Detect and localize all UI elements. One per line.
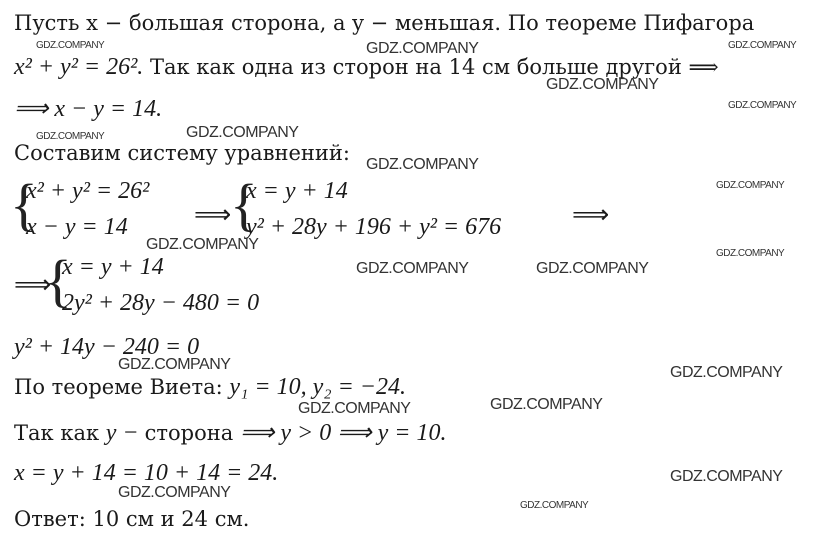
implies-arrow: ⟹: [14, 270, 52, 300]
condition-text: Так как одна из сторон на 14 см больше другой ⟹: [143, 55, 719, 79]
watermark: GDZ.COMPANY: [520, 500, 589, 511]
text-line-9: [14, 460, 278, 486]
y-conclusion: ⟹ y > 0 ⟹ y = 10.: [239, 420, 447, 446]
text-line-8: [14, 420, 446, 447]
answer-text: Ответ: 10 см и 24 см.: [14, 507, 250, 531]
since-text: Так как: [14, 421, 106, 445]
difference-equation: ⟹ x − y = 14.: [14, 96, 163, 122]
watermark: GDZ.COMPANY: [186, 124, 299, 141]
system-row: x = y + 14: [246, 178, 348, 204]
watermark: GDZ.COMPANY: [118, 484, 231, 501]
left-brace: {: [10, 172, 38, 237]
watermark: GDZ.COMPANY: [36, 131, 105, 142]
system-row: y² + 28y + 196 + y² = 676: [246, 214, 502, 240]
system-row: x − y = 14: [26, 214, 128, 240]
intro-text: Пусть x − большая сторона, а y − меньшая. По теореме Пифагора: [14, 11, 755, 35]
vieta-roots: y₁ = 10, y₂ = −24.: [229, 374, 406, 400]
text-line-7: [14, 374, 406, 401]
system-row: 2y² + 28y − 480 = 0: [62, 290, 260, 316]
watermark: GDZ.COMPANY: [118, 356, 231, 373]
watermark: GDZ.COMPANY: [670, 468, 783, 485]
watermark: GDZ.COMPANY: [366, 40, 479, 57]
text-line-3: [14, 96, 162, 122]
pythagoras-equation: x² + y² = 26².: [14, 54, 144, 80]
watermark: GDZ.COMPANY: [490, 396, 603, 413]
text-line-4: [14, 140, 350, 166]
left-brace: {: [44, 248, 72, 313]
watermark: GDZ.COMPANY: [670, 364, 783, 381]
watermark: GDZ.COMPANY: [716, 248, 785, 259]
x-calculation: x = y + 14 = 10 + 14 = 24.: [14, 460, 279, 486]
quadratic-equation: y² + 14y − 240 = 0: [14, 334, 200, 360]
implies-arrow: ⟹: [194, 200, 232, 230]
watermark: GDZ.COMPANY: [356, 260, 469, 277]
implies-arrow: ⟹: [572, 200, 610, 230]
watermark: GDZ.COMPANY: [716, 180, 785, 191]
system-row: x = y + 14: [62, 254, 164, 280]
text-line-1: [14, 10, 754, 36]
watermark: GDZ.COMPANY: [728, 40, 797, 51]
watermark: GDZ.COMPANY: [36, 40, 105, 51]
watermark: GDZ.COMPANY: [298, 400, 411, 417]
text-line-10: [14, 506, 249, 532]
watermark: GDZ.COMPANY: [536, 260, 649, 277]
vieta-text: По теореме Виета:: [14, 375, 230, 399]
watermark: GDZ.COMPANY: [146, 236, 259, 253]
system-heading: Составим систему уравнений:: [14, 141, 350, 165]
y-var: y −: [105, 420, 145, 446]
left-brace: {: [230, 172, 258, 237]
watermark: GDZ.COMPANY: [728, 100, 797, 111]
watermark: GDZ.COMPANY: [546, 76, 659, 93]
system-row: x² + y² = 26²: [26, 178, 150, 204]
side-text: сторона: [144, 421, 240, 445]
watermark: GDZ.COMPANY: [366, 156, 479, 173]
